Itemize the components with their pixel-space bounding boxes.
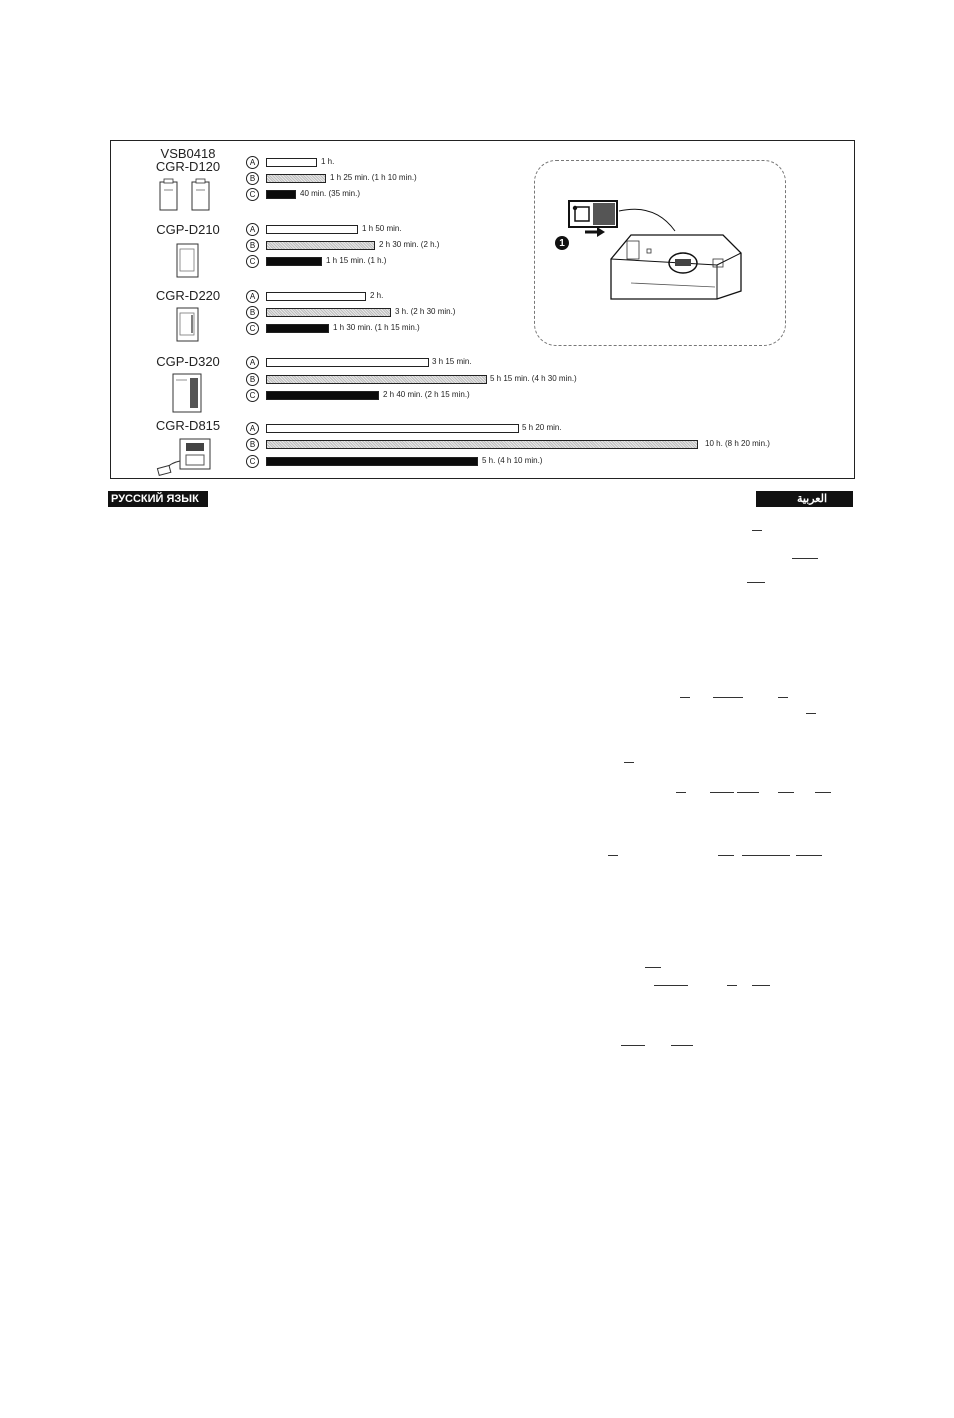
time-label: 1 h 30 min. (1 h 15 min.) bbox=[333, 323, 420, 332]
row-letter-c: C bbox=[246, 255, 259, 268]
time-label: 1 h 50 min. bbox=[362, 224, 402, 233]
underline-mark bbox=[671, 1045, 693, 1046]
time-bar-a bbox=[266, 358, 429, 367]
underline-mark bbox=[778, 697, 788, 698]
time-bar-c bbox=[266, 324, 329, 333]
underline-mark bbox=[718, 855, 734, 856]
underline-mark bbox=[676, 792, 686, 793]
time-bar-b bbox=[266, 375, 487, 384]
time-label: 5 h 15 min. (4 h 30 min.) bbox=[490, 374, 577, 383]
underline-mark bbox=[806, 713, 816, 714]
time-label: 3 h 15 min. bbox=[432, 357, 472, 366]
model-label-cgr-d120: CGR-D120 bbox=[155, 159, 221, 174]
battery-pack-icon bbox=[148, 370, 228, 410]
underline-mark bbox=[737, 792, 759, 793]
underline-mark bbox=[624, 762, 634, 763]
row-letter-c: C bbox=[246, 322, 259, 335]
row-letter-b: B bbox=[246, 306, 259, 319]
time-label: 1 h. bbox=[321, 157, 335, 166]
step-marker-1: 1 bbox=[559, 238, 565, 249]
underline-mark bbox=[710, 792, 734, 793]
underline-mark bbox=[645, 967, 661, 968]
row-letter-b: B bbox=[246, 438, 259, 451]
time-label: 40 min. (35 min.) bbox=[300, 189, 361, 198]
row-letter-b: B bbox=[246, 172, 259, 185]
underline-mark bbox=[796, 855, 822, 856]
time-bar-c bbox=[266, 257, 322, 266]
battery-pack-icon bbox=[148, 305, 228, 345]
time-label: 5 h 20 min. bbox=[522, 423, 562, 432]
model-label-cgp-d210: CGP-D210 bbox=[156, 222, 220, 237]
row-letter-c: C bbox=[246, 188, 259, 201]
time-bar-b bbox=[266, 440, 698, 449]
underline-mark bbox=[713, 697, 743, 698]
underline-mark bbox=[727, 985, 737, 986]
time-label: 2 h 40 min. (2 h 15 min.) bbox=[383, 390, 470, 399]
row-letter-b: B bbox=[246, 239, 259, 252]
battery-switch-illustration bbox=[535, 161, 785, 345]
time-label: 1 h 15 min. (1 h.) bbox=[326, 256, 387, 265]
row-letter-b: B bbox=[246, 373, 259, 386]
row-letter-a: A bbox=[246, 156, 259, 169]
row-letter-c: C bbox=[246, 455, 259, 468]
time-bar-b bbox=[266, 241, 375, 250]
section-tag-arabic: العربية bbox=[756, 491, 853, 507]
row-letter-a: A bbox=[246, 422, 259, 435]
row-letter-a: A bbox=[246, 356, 259, 369]
battery-switch-inset bbox=[534, 160, 786, 346]
underline-mark bbox=[792, 558, 818, 559]
time-label: 10 h. (8 h 20 min.) bbox=[705, 439, 770, 448]
time-bar-c bbox=[266, 391, 379, 400]
time-bar-a bbox=[266, 158, 317, 167]
time-label: 3 h. (2 h 30 min.) bbox=[395, 307, 456, 316]
battery-pack-icon bbox=[148, 435, 228, 475]
model-label-vsb0418: VSB0418 bbox=[160, 146, 216, 161]
battery-pack-icon bbox=[148, 241, 228, 281]
model-label-cgp-d320: CGP-D320 bbox=[156, 354, 220, 369]
time-bar-a bbox=[266, 225, 358, 234]
model-label-cgr-d815: CGR-D815 bbox=[155, 418, 221, 433]
underline-mark bbox=[815, 792, 831, 793]
time-bar-c bbox=[266, 457, 478, 466]
time-bar-b bbox=[266, 174, 326, 183]
model-label-cgr-d220: CGR-D220 bbox=[155, 288, 221, 303]
row-letter-a: A bbox=[246, 223, 259, 236]
row-letter-c: C bbox=[246, 389, 259, 402]
time-label: 2 h. bbox=[370, 291, 384, 300]
time-label: 2 h 30 min. (2 h.) bbox=[379, 240, 440, 249]
underline-mark bbox=[752, 530, 762, 531]
underline-mark bbox=[752, 985, 770, 986]
time-label: 5 h. (4 h 10 min.) bbox=[482, 456, 543, 465]
underline-mark bbox=[608, 855, 618, 856]
underline-mark bbox=[778, 792, 794, 793]
underline-mark bbox=[654, 985, 688, 986]
time-label: 1 h 25 min. (1 h 10 min.) bbox=[330, 173, 417, 182]
underline-mark bbox=[747, 582, 765, 583]
time-bar-c bbox=[266, 190, 296, 199]
time-bar-a bbox=[266, 292, 366, 301]
battery-charging-time-figure bbox=[110, 140, 855, 479]
underline-mark bbox=[621, 1045, 645, 1046]
row-letter-a: A bbox=[246, 290, 259, 303]
battery-pack-icon bbox=[148, 178, 228, 218]
underline-mark bbox=[680, 697, 690, 698]
section-tag-russian: РУССКИЙ ЯЗЫК bbox=[108, 491, 208, 507]
time-bar-a bbox=[266, 424, 519, 433]
time-bar-b bbox=[266, 308, 391, 317]
underline-mark bbox=[742, 855, 790, 856]
